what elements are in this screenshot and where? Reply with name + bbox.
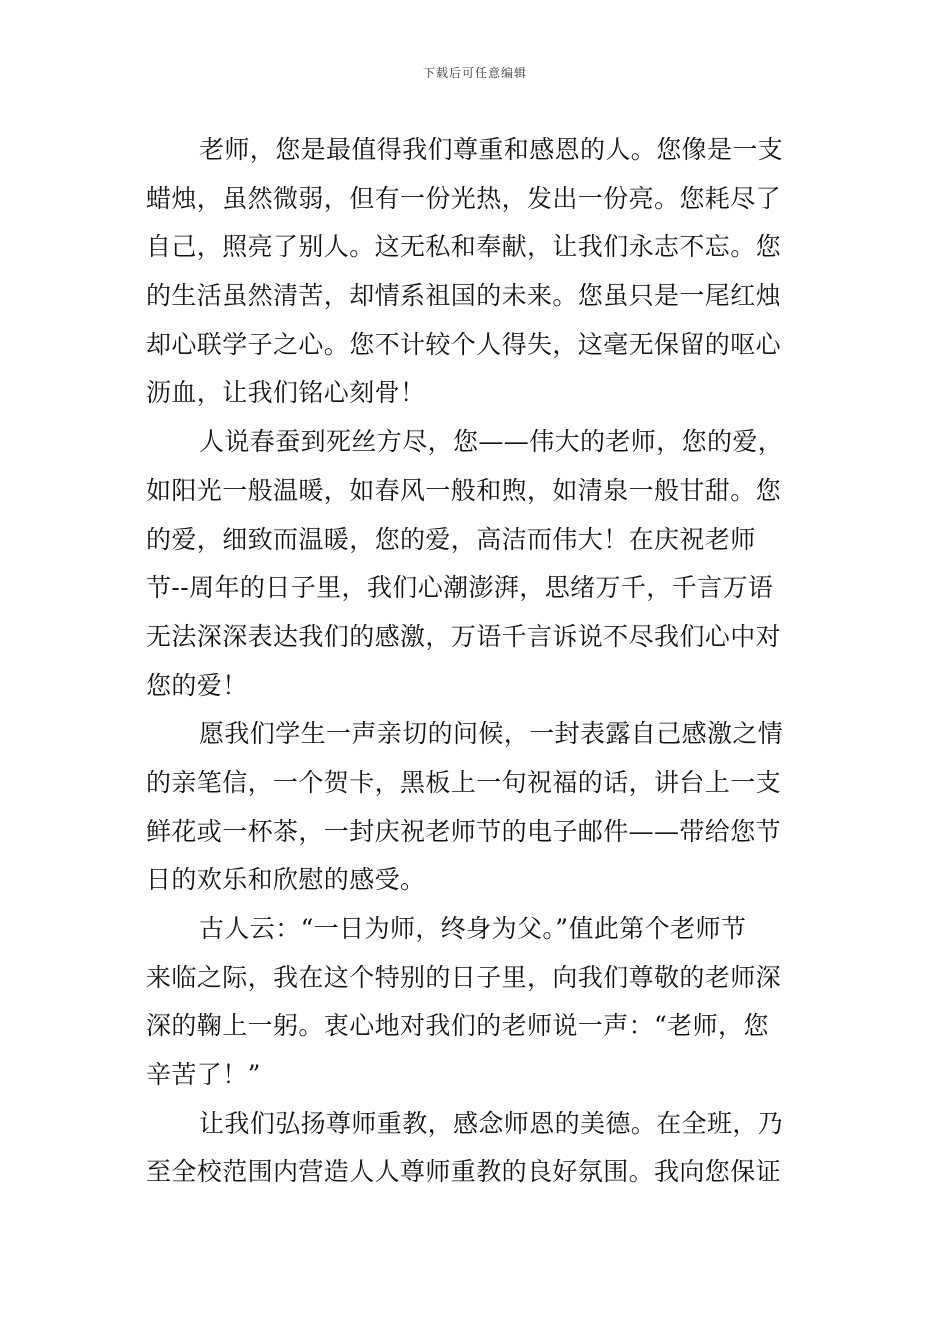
text-line: 节--周年的日子里，我们心潮澎湃，思绪万千，千言万语 xyxy=(146,573,774,603)
text-line: 愿我们学生一声亲切的问候，一封表露自己感激之情 xyxy=(199,719,784,749)
text-line: 您的爱！ xyxy=(146,670,248,700)
text-line: 如阳光一般温暖，如春风一般和煦，如清泉一般甘甜。您 xyxy=(146,475,782,505)
text-line: 无法深深表达我们的感激，万语千言诉说不尽我们心中对 xyxy=(146,621,782,651)
text-line: 来临之际，我在这个特别的日子里，向我们尊敬的老师深 xyxy=(146,962,782,992)
text-line: 老师，您是最值得我们尊重和感恩的人。您像是一支 xyxy=(199,135,784,164)
text-line: 却心联学子之心。您不计较个人得失，这毫无保留的呕心 xyxy=(146,329,782,359)
text-line: 古人云：“一日为师，终身为父。”值此第个老师节 xyxy=(199,914,747,943)
text-line: 的生活虽然清苦，却情系祖国的未来。您虽只是一尾红烛 xyxy=(146,281,782,311)
text-line: 让我们弘扬尊师重教，感念师恩的美德。在全班，乃 xyxy=(199,1108,784,1138)
text-line: 鲜花或一杯茶，一封庆祝老师节的电子邮件——带给您节 xyxy=(146,816,782,846)
paragraph-3 xyxy=(146,710,806,905)
text-line: 蜡烛，虽然微弱，但有一份光热，发出一份亮。您耗尽了 xyxy=(146,183,782,213)
text-line: 沥血，让我们铭心刻骨！ xyxy=(146,378,426,408)
text-line: 的亲笔信，一个贺卡，黑板上一句祝福的话，讲台上一支 xyxy=(146,767,782,797)
header-note: 下载后可任意编辑 xyxy=(422,66,527,80)
paragraph-4 xyxy=(146,905,806,1100)
paragraph-1 xyxy=(146,126,806,418)
text-line: 至全校范围内营造人人尊师重教的良好氛围。我向您保证 xyxy=(146,1157,782,1187)
text-line: 日的欢乐和欣慰的感受。 xyxy=(146,865,426,895)
paragraph-5 xyxy=(146,1100,806,1197)
text-line: 人说春蚕到死丝方尽，您——伟大的老师，您的爱， xyxy=(199,427,784,457)
text-line: 自己，照亮了别人。这无私和奉献，让我们永志不忘。您 xyxy=(146,232,782,262)
paragraph-2 xyxy=(146,418,806,710)
body-text xyxy=(146,126,806,1197)
text-line: 的爱，细致而温暖，您的爱，高洁而伟大！在庆祝老师 xyxy=(146,524,756,554)
text-line: 辛苦了！” xyxy=(146,1060,261,1090)
text-line: 深的鞠上一躬。衷心地对我们的老师说一声：“老师，您 xyxy=(146,1011,769,1041)
